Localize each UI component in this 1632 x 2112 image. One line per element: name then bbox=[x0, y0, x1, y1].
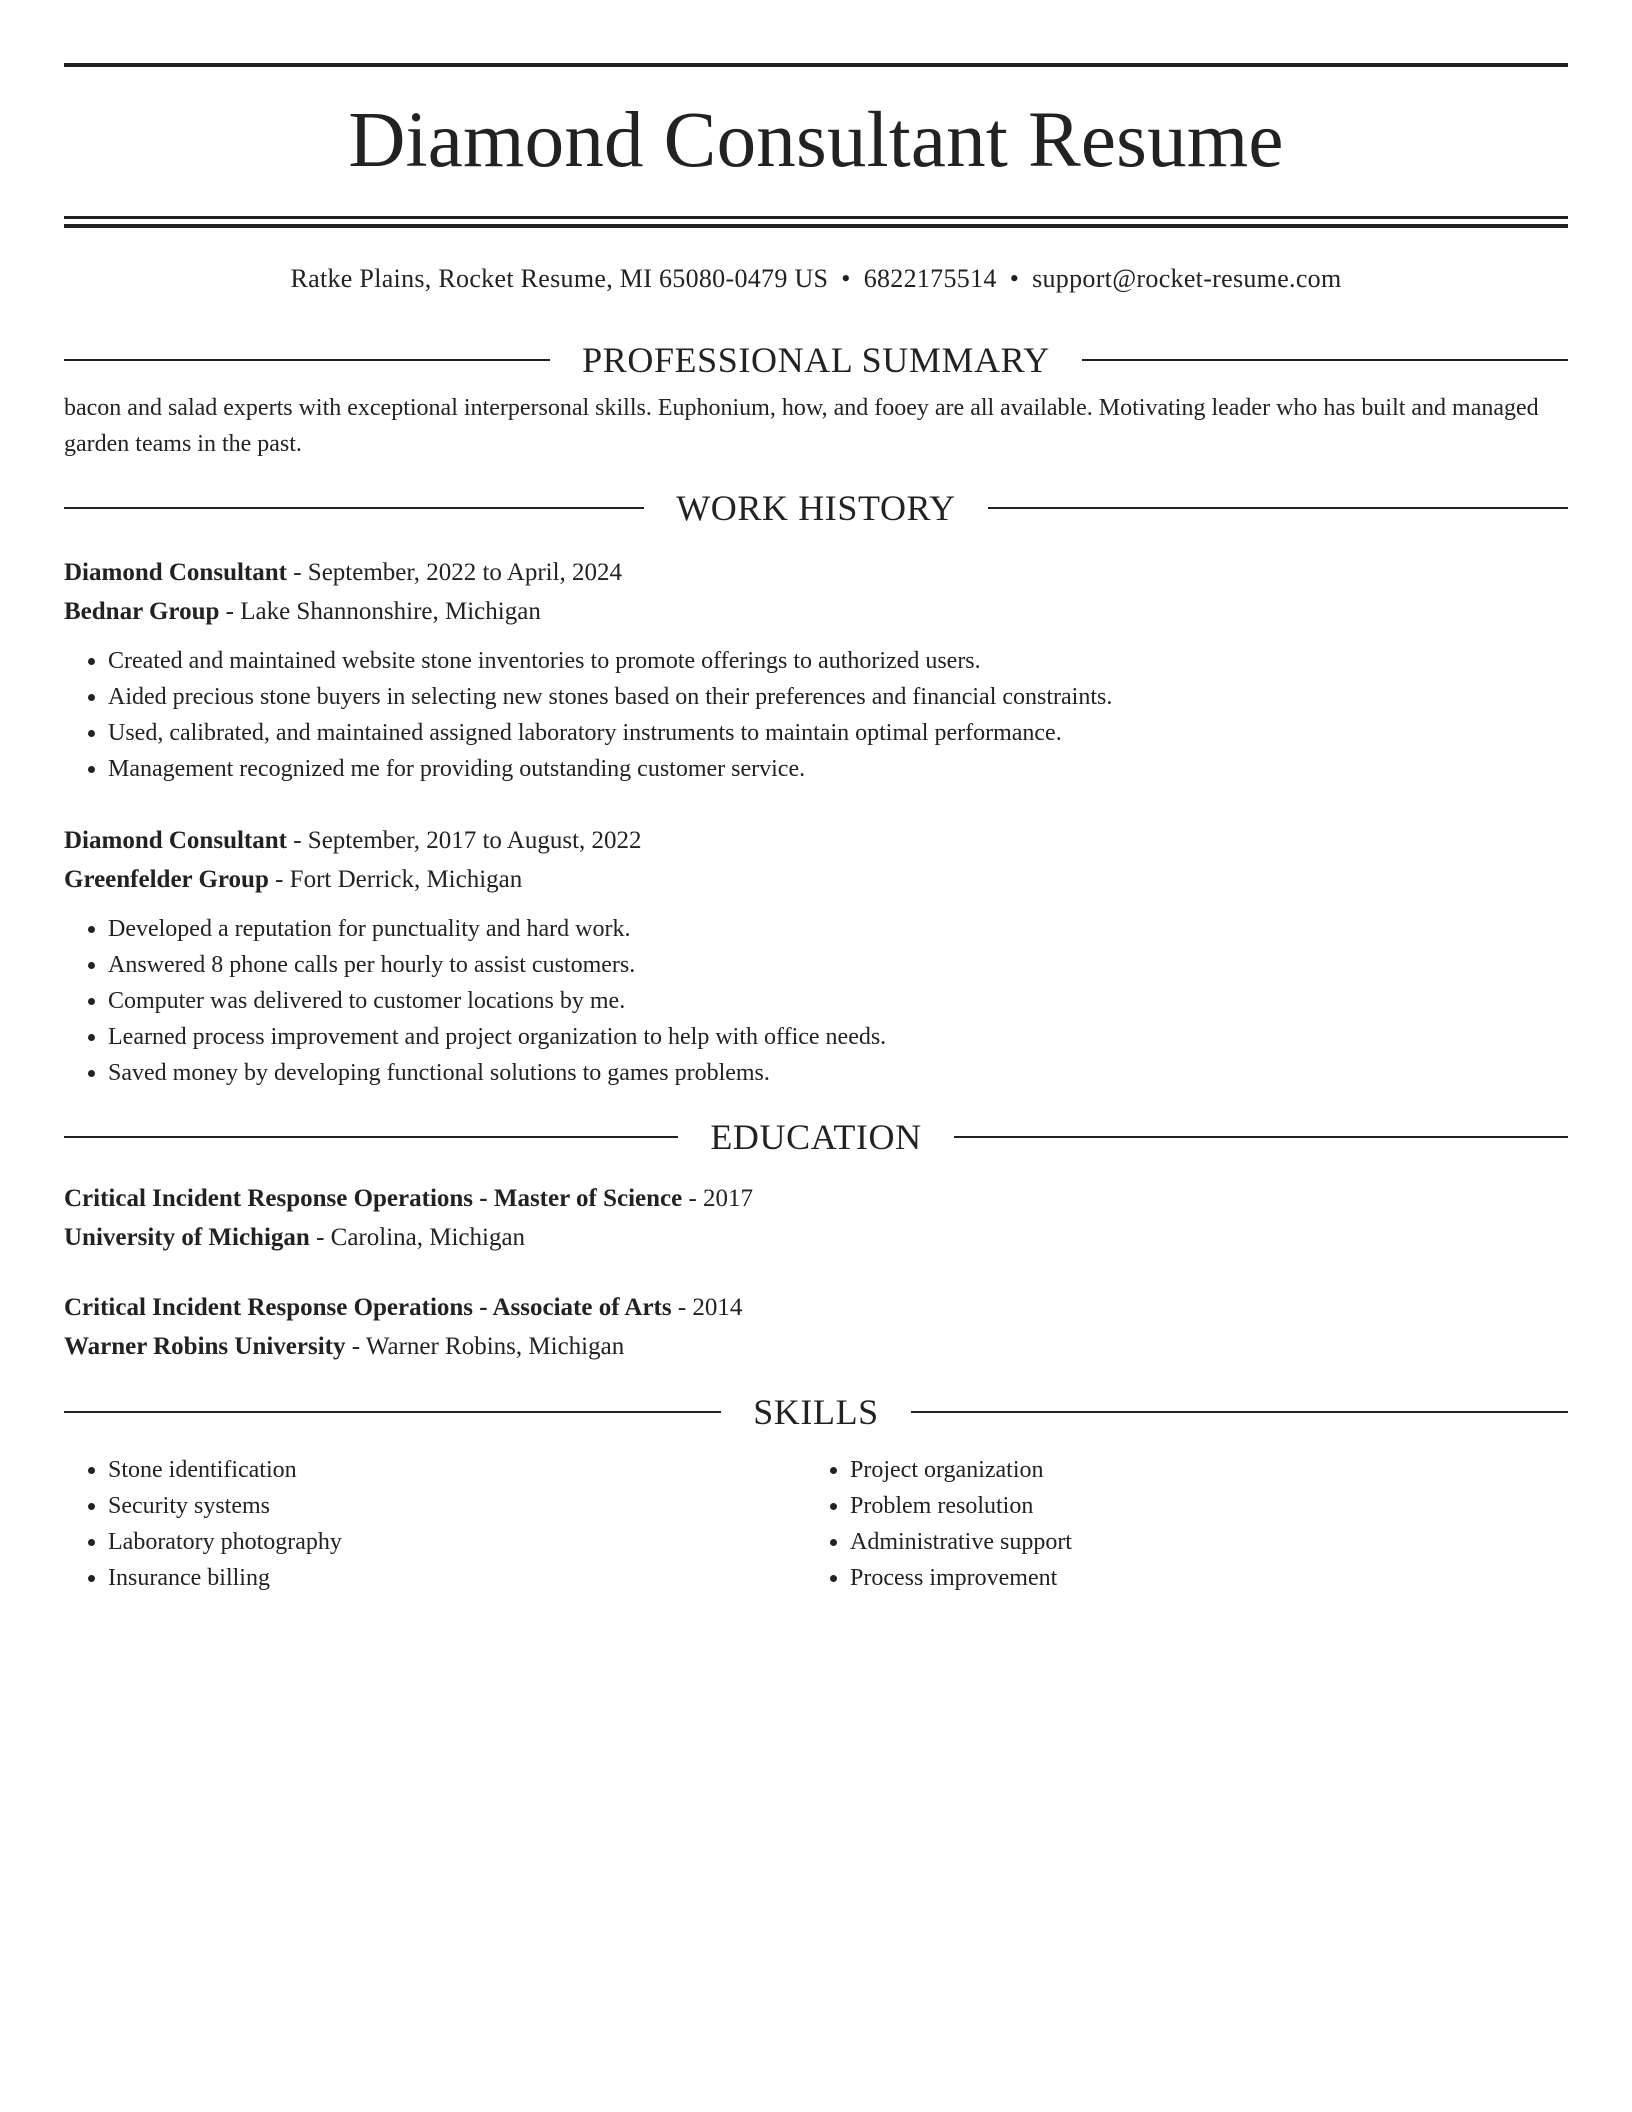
contact-separator: • bbox=[841, 264, 851, 293]
job-company: Bednar Group bbox=[64, 598, 220, 625]
job-bullet: • Created and maintained website stone inventories to promote offerings to authorized users. bbox=[108, 643, 1568, 679]
contact-email: support@rocket-resume.com bbox=[1032, 264, 1342, 293]
summary-text: bacon and salad experts with exceptional interpersonal skills. Euphonium, how, and fooey are all available. Motivating leader who has built and managed garden teams in the past. bbox=[64, 395, 1539, 457]
skill-item: • Administrative support bbox=[850, 1524, 1548, 1560]
school: University of Michigan bbox=[64, 1224, 310, 1251]
school-location: - Warner Robins, Michigan bbox=[345, 1333, 625, 1360]
skill-item: • Insurance billing bbox=[108, 1560, 806, 1596]
section-title: EDUCATION bbox=[710, 1117, 922, 1157]
job-dates: - September, 2022 to April, 2024 bbox=[286, 559, 623, 586]
skill-item: • Laboratory photography bbox=[108, 1524, 806, 1560]
job-title-line bbox=[64, 553, 1568, 592]
section-heading-education bbox=[64, 1115, 1568, 1159]
section-title: PROFESSIONAL SUMMARY bbox=[582, 340, 1050, 380]
skill-item: • Problem resolution bbox=[850, 1488, 1548, 1524]
heading-rule bbox=[64, 359, 550, 361]
contact-line bbox=[64, 262, 1568, 296]
heading-rule bbox=[64, 1136, 678, 1138]
skills-columns bbox=[64, 1452, 1568, 1596]
heading-rule bbox=[1082, 359, 1568, 361]
contact-phone: 6822175514 bbox=[863, 264, 997, 293]
school: Warner Robins University bbox=[64, 1333, 346, 1360]
degree: Critical Incident Response Operations - Associate of Arts bbox=[64, 1294, 672, 1321]
job-bullet: • Management recognized me for providing outstanding customer service. bbox=[108, 751, 1568, 787]
school-line bbox=[64, 1327, 1568, 1366]
school-location: - Carolina, Michigan bbox=[309, 1224, 526, 1251]
section-heading-work-history bbox=[64, 486, 1568, 530]
job-location: - Fort Derrick, Michigan bbox=[268, 866, 523, 893]
section-title: SKILLS bbox=[753, 1392, 879, 1432]
job-company: Greenfelder Group bbox=[64, 866, 269, 893]
degree-year: - 2014 bbox=[671, 1294, 743, 1321]
heading-rule bbox=[988, 507, 1568, 509]
heading-rule bbox=[954, 1136, 1568, 1138]
section-heading-summary bbox=[64, 338, 1568, 382]
title-double-rule bbox=[64, 216, 1568, 228]
job-bullet: • Aided precious stone buyers in selecting new stones based on their preferences and financial constraints. bbox=[108, 679, 1568, 715]
job-bullets bbox=[64, 643, 1568, 787]
job-dates: - September, 2017 to August, 2022 bbox=[286, 827, 642, 854]
skill-item: • Stone identification bbox=[108, 1452, 806, 1488]
job-bullet: • Learned process improvement and project organization to help with office needs. bbox=[108, 1019, 1568, 1055]
job-title: Diamond Consultant bbox=[64, 827, 287, 854]
school-line bbox=[64, 1218, 1568, 1257]
job-company-line bbox=[64, 860, 1568, 899]
skill-item: • Project organization bbox=[850, 1452, 1548, 1488]
contact-address: Ratke Plains, Rocket Resume, MI 65080-0479 US bbox=[290, 264, 829, 293]
job-entry bbox=[64, 553, 1568, 787]
degree-year: - 2017 bbox=[682, 1185, 754, 1212]
section-heading-skills bbox=[64, 1390, 1568, 1434]
job-title-line bbox=[64, 821, 1568, 860]
page-title: Diamond Consultant Resume bbox=[348, 97, 1284, 184]
job-entry bbox=[64, 821, 1568, 1091]
degree-line bbox=[64, 1288, 1568, 1327]
skill-item: • Process improvement bbox=[850, 1560, 1548, 1596]
job-bullet: • Developed a reputation for punctuality and hard work. bbox=[108, 911, 1568, 947]
job-bullet: • Computer was delivered to customer locations by me. bbox=[108, 983, 1568, 1019]
job-bullet: • Used, calibrated, and maintained assigned laboratory instruments to maintain optimal performance. bbox=[108, 715, 1568, 751]
degree: Critical Incident Response Operations - Master of Science bbox=[64, 1185, 683, 1212]
skill-item: • Security systems bbox=[108, 1488, 806, 1524]
heading-rule bbox=[64, 1411, 721, 1413]
job-company-line bbox=[64, 592, 1568, 631]
top-rule bbox=[64, 63, 1568, 67]
skills-list-left bbox=[64, 1452, 806, 1596]
section-title: WORK HISTORY bbox=[676, 488, 956, 528]
job-bullet: • Saved money by developing functional solutions to games problems. bbox=[108, 1055, 1568, 1091]
job-bullets bbox=[64, 911, 1568, 1091]
job-title: Diamond Consultant bbox=[64, 559, 287, 586]
skills-list-right bbox=[806, 1452, 1548, 1596]
education-entry bbox=[64, 1288, 1568, 1366]
education-entry bbox=[64, 1179, 1568, 1257]
job-location: - Lake Shannonshire, Michigan bbox=[219, 598, 541, 625]
degree-line bbox=[64, 1179, 1568, 1218]
job-bullet: • Answered 8 phone calls per hourly to assist customers. bbox=[108, 947, 1568, 983]
heading-rule bbox=[64, 507, 644, 509]
heading-rule bbox=[911, 1411, 1568, 1413]
contact-separator: • bbox=[1009, 264, 1020, 293]
